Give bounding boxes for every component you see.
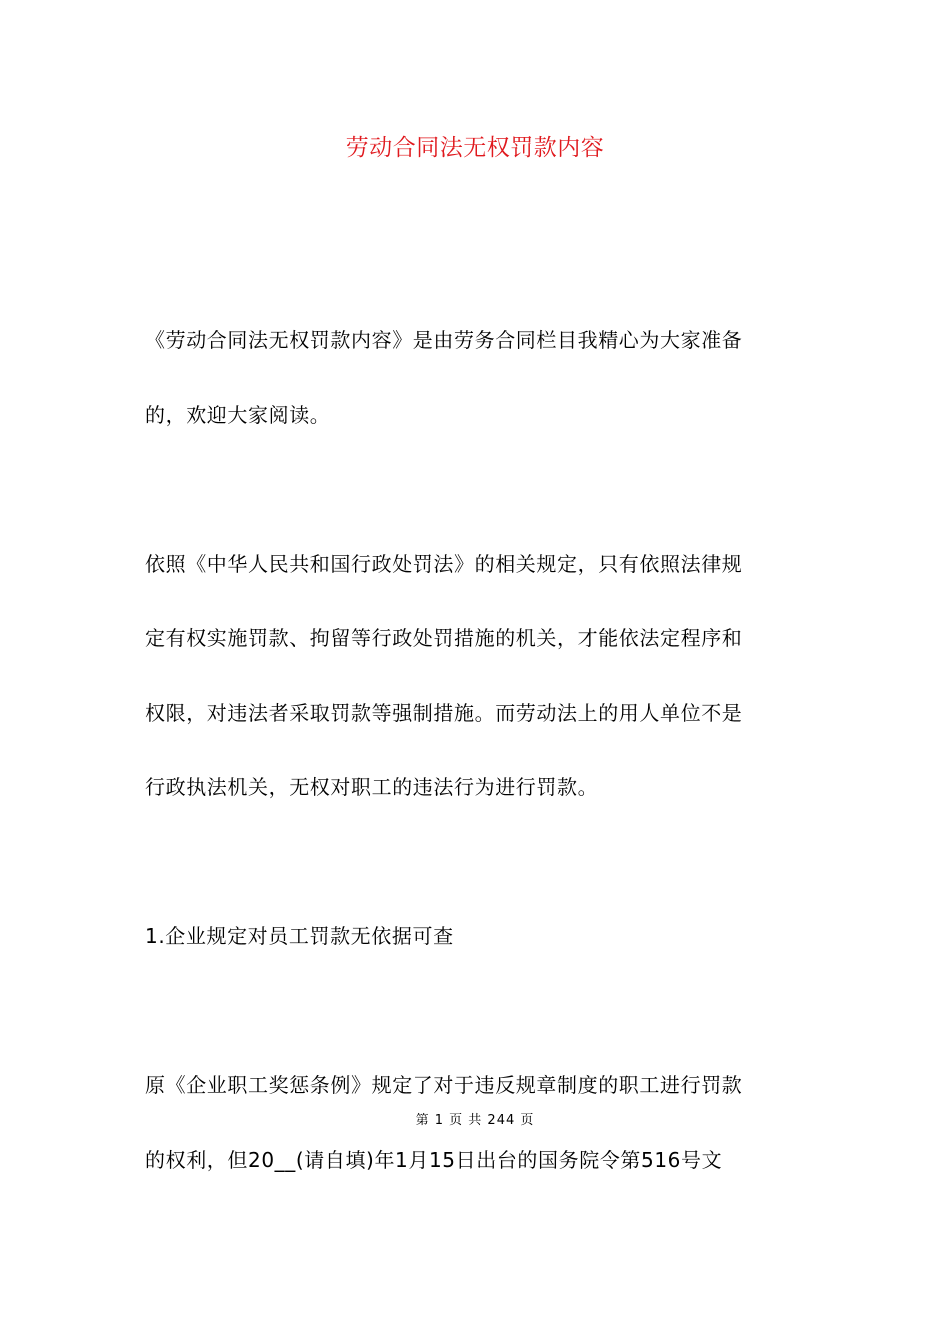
paragraph2-line-1: 原《企业职工奖惩条例》规定了对于违反规章制度的职工进行罚款 [145, 1073, 743, 1097]
intro-line-1: 《劳动合同法无权罚款内容》是由劳务合同栏目我精心为大家准备 [145, 328, 743, 352]
section-heading-1: 1.企业规定对员工罚款无依据可查 [145, 924, 454, 948]
document-title: 劳动合同法无权罚款内容 [345, 135, 605, 161]
paragraph1-line-2: 定有权实施罚款、拘留等行政处罚措施的机关，才能依法定程序和 [145, 626, 743, 650]
paragraph1-line-1: 依照《中华人民共和国行政处罚法》的相关规定，只有依照法律规 [145, 552, 743, 576]
paragraph1-line-4: 行政执法机关，无权对职工的违法行为进行罚款。 [145, 775, 599, 799]
page-number-footer: 第 1 页 共 244 页 [415, 1113, 535, 1128]
paragraph2-line-2: 的权利，但20__(请自填)年1月15日出台的国务院令第516号文 [145, 1148, 723, 1172]
paragraph1-line-3: 权限，对违法者采取罚款等强制措施。而劳动法上的用人单位不是 [145, 701, 743, 725]
intro-line-2: 的，欢迎大家阅读。 [145, 403, 331, 427]
